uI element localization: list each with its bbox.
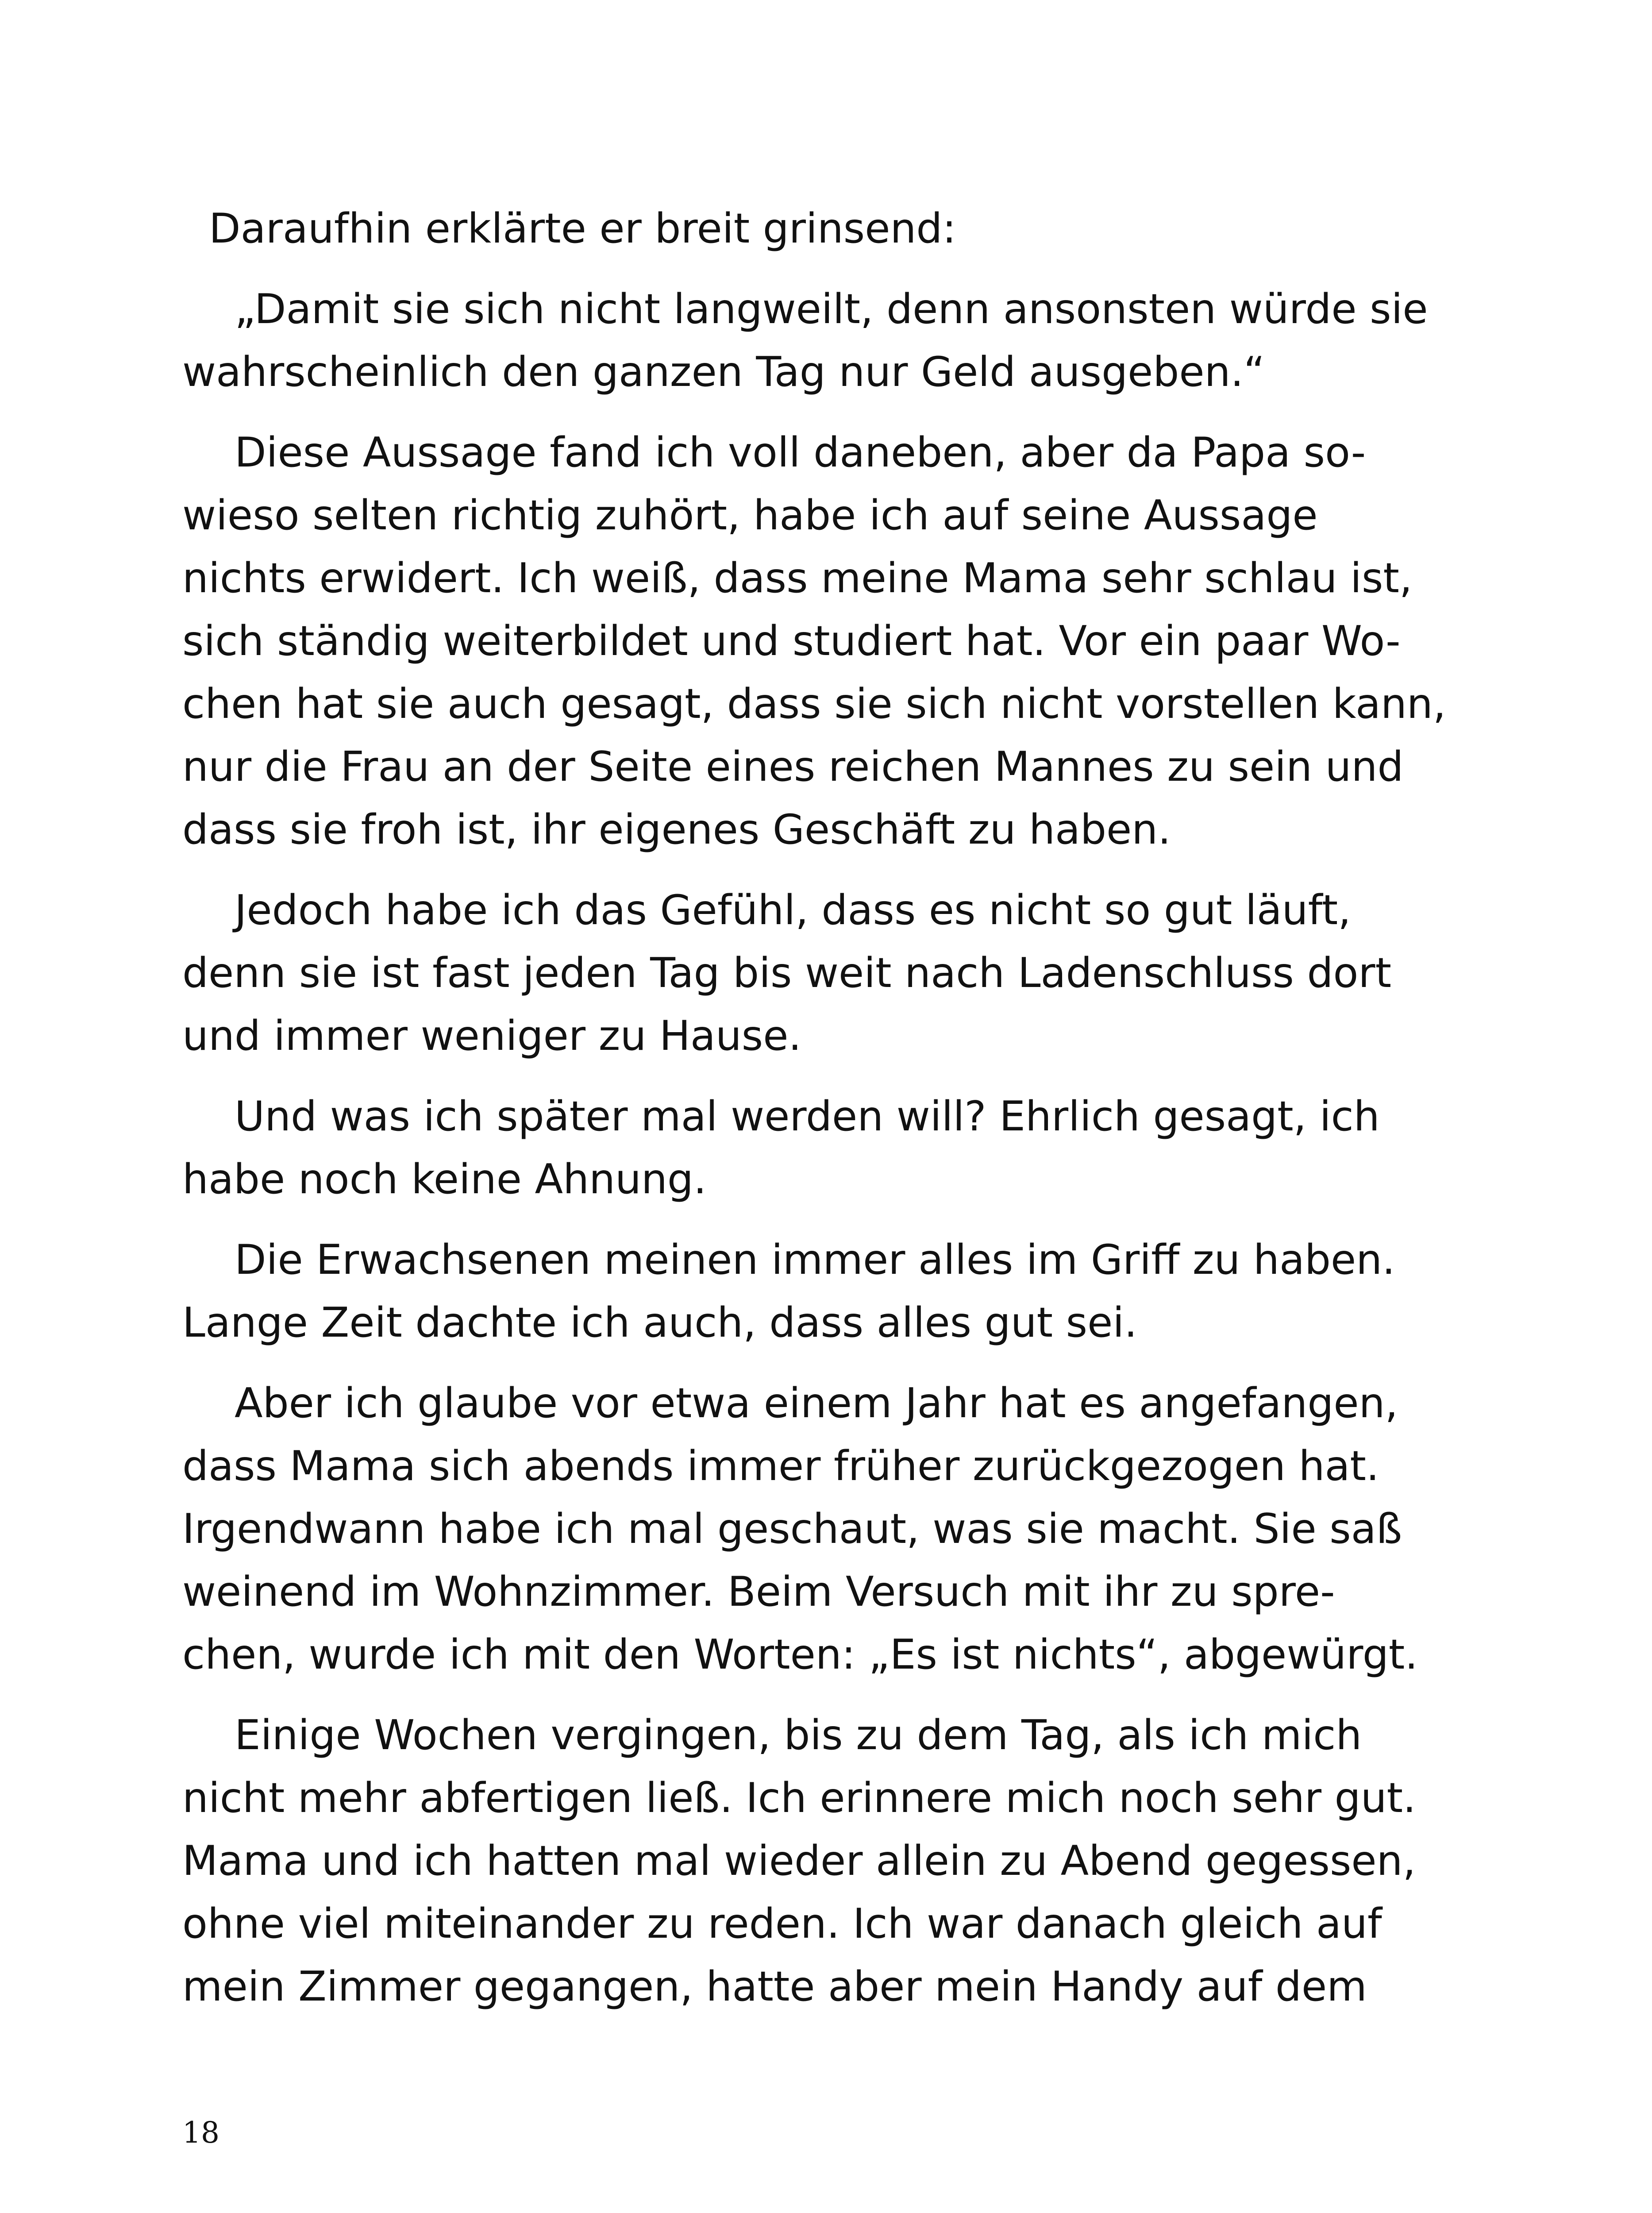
text-line: chen hat sie auch gesagt, dass sie sich nicht vorstellen kann,	[182, 680, 1446, 728]
text-line: nur die Frau an der Seite eines reichen Mannes zu sein und	[182, 743, 1404, 790]
paragraph	[182, 278, 1457, 403]
text-line: Die Erwachsenen meinen immer alles im Griff zu haben.	[235, 1236, 1395, 1284]
page-number: 18	[182, 2116, 219, 2150]
text-line: wahrscheinlich den ganzen Tag nur Geld ausgeben.“	[182, 348, 1265, 396]
text-line: chen, wurde ich mit den Worten: „Es ist nichts“, abgewürgt.	[182, 1631, 1418, 1678]
paragraph	[182, 879, 1457, 1067]
text-line: nicht mehr abfertigen ließ. Ich erinnere mich noch sehr gut.	[182, 1774, 1416, 1822]
text-line: „Damit sie sich nicht langweilt, denn ansonsten würde sie	[235, 285, 1428, 333]
text-line: weinend im Wohnzimmer. Beim Versuch mit ihr zu spre-	[182, 1568, 1335, 1615]
text-line: und immer weniger zu Hause.	[182, 1012, 802, 1060]
text-line: mein Zimmer gegangen, hatte aber mein Handy auf dem	[182, 1962, 1367, 2010]
text-line: Mama und ich hatten mal wieder allein zu Abend gegessen,	[182, 1837, 1416, 1885]
text-line: habe noch keine Ahnung.	[182, 1155, 707, 1203]
text-line: Einige Wochen vergingen, bis zu dem Tag, als ich mich	[235, 1711, 1362, 1759]
paragraph	[182, 1704, 1457, 2018]
paragraph	[182, 421, 1457, 861]
text-line: Daraufhin erklärte er breit grinsend:	[209, 204, 956, 252]
text-line: Irgendwann habe ich mal geschaut, was sie macht. Sie saß	[182, 1505, 1402, 1553]
paragraph	[182, 1228, 1457, 1354]
text-line: Aber ich glaube vor etwa einem Jahr hat es angefangen,	[235, 1379, 1398, 1427]
text-line: Lange Zeit dachte ich auch, dass alles gut sei.	[182, 1299, 1137, 1346]
paragraph	[182, 197, 1457, 260]
text-line: wieso selten richtig zuhört, habe ich auf seine Aussage	[182, 491, 1318, 539]
text-line: ohne viel miteinander zu reden. Ich war danach gleich auf	[182, 1900, 1382, 1947]
text-line: denn sie ist fast jeden Tag bis weit nach Ladenschluss dort	[182, 949, 1392, 997]
paragraph	[182, 1372, 1457, 1686]
text-line: Diese Aussage fand ich voll daneben, aber da Papa so-	[235, 428, 1366, 476]
text-line: Jedoch habe ich das Gefühl, dass es nicht so gut läuft,	[235, 886, 1351, 934]
text-line: sich ständig weiterbildet und studiert hat. Vor ein paar Wo-	[182, 617, 1401, 665]
body-text	[182, 197, 1457, 2036]
text-line: Und was ich später mal werden will? Ehrlich gesagt, ich	[235, 1092, 1380, 1140]
text-line: nichts erwidert. Ich weiß, dass meine Mama sehr schlau ist,	[182, 554, 1413, 602]
paragraph	[182, 1085, 1457, 1211]
text-line: dass Mama sich abends immer früher zurückgezogen hat.	[182, 1442, 1379, 1490]
text-line: dass sie froh ist, ihr eigenes Geschäft zu haben.	[182, 806, 1171, 853]
